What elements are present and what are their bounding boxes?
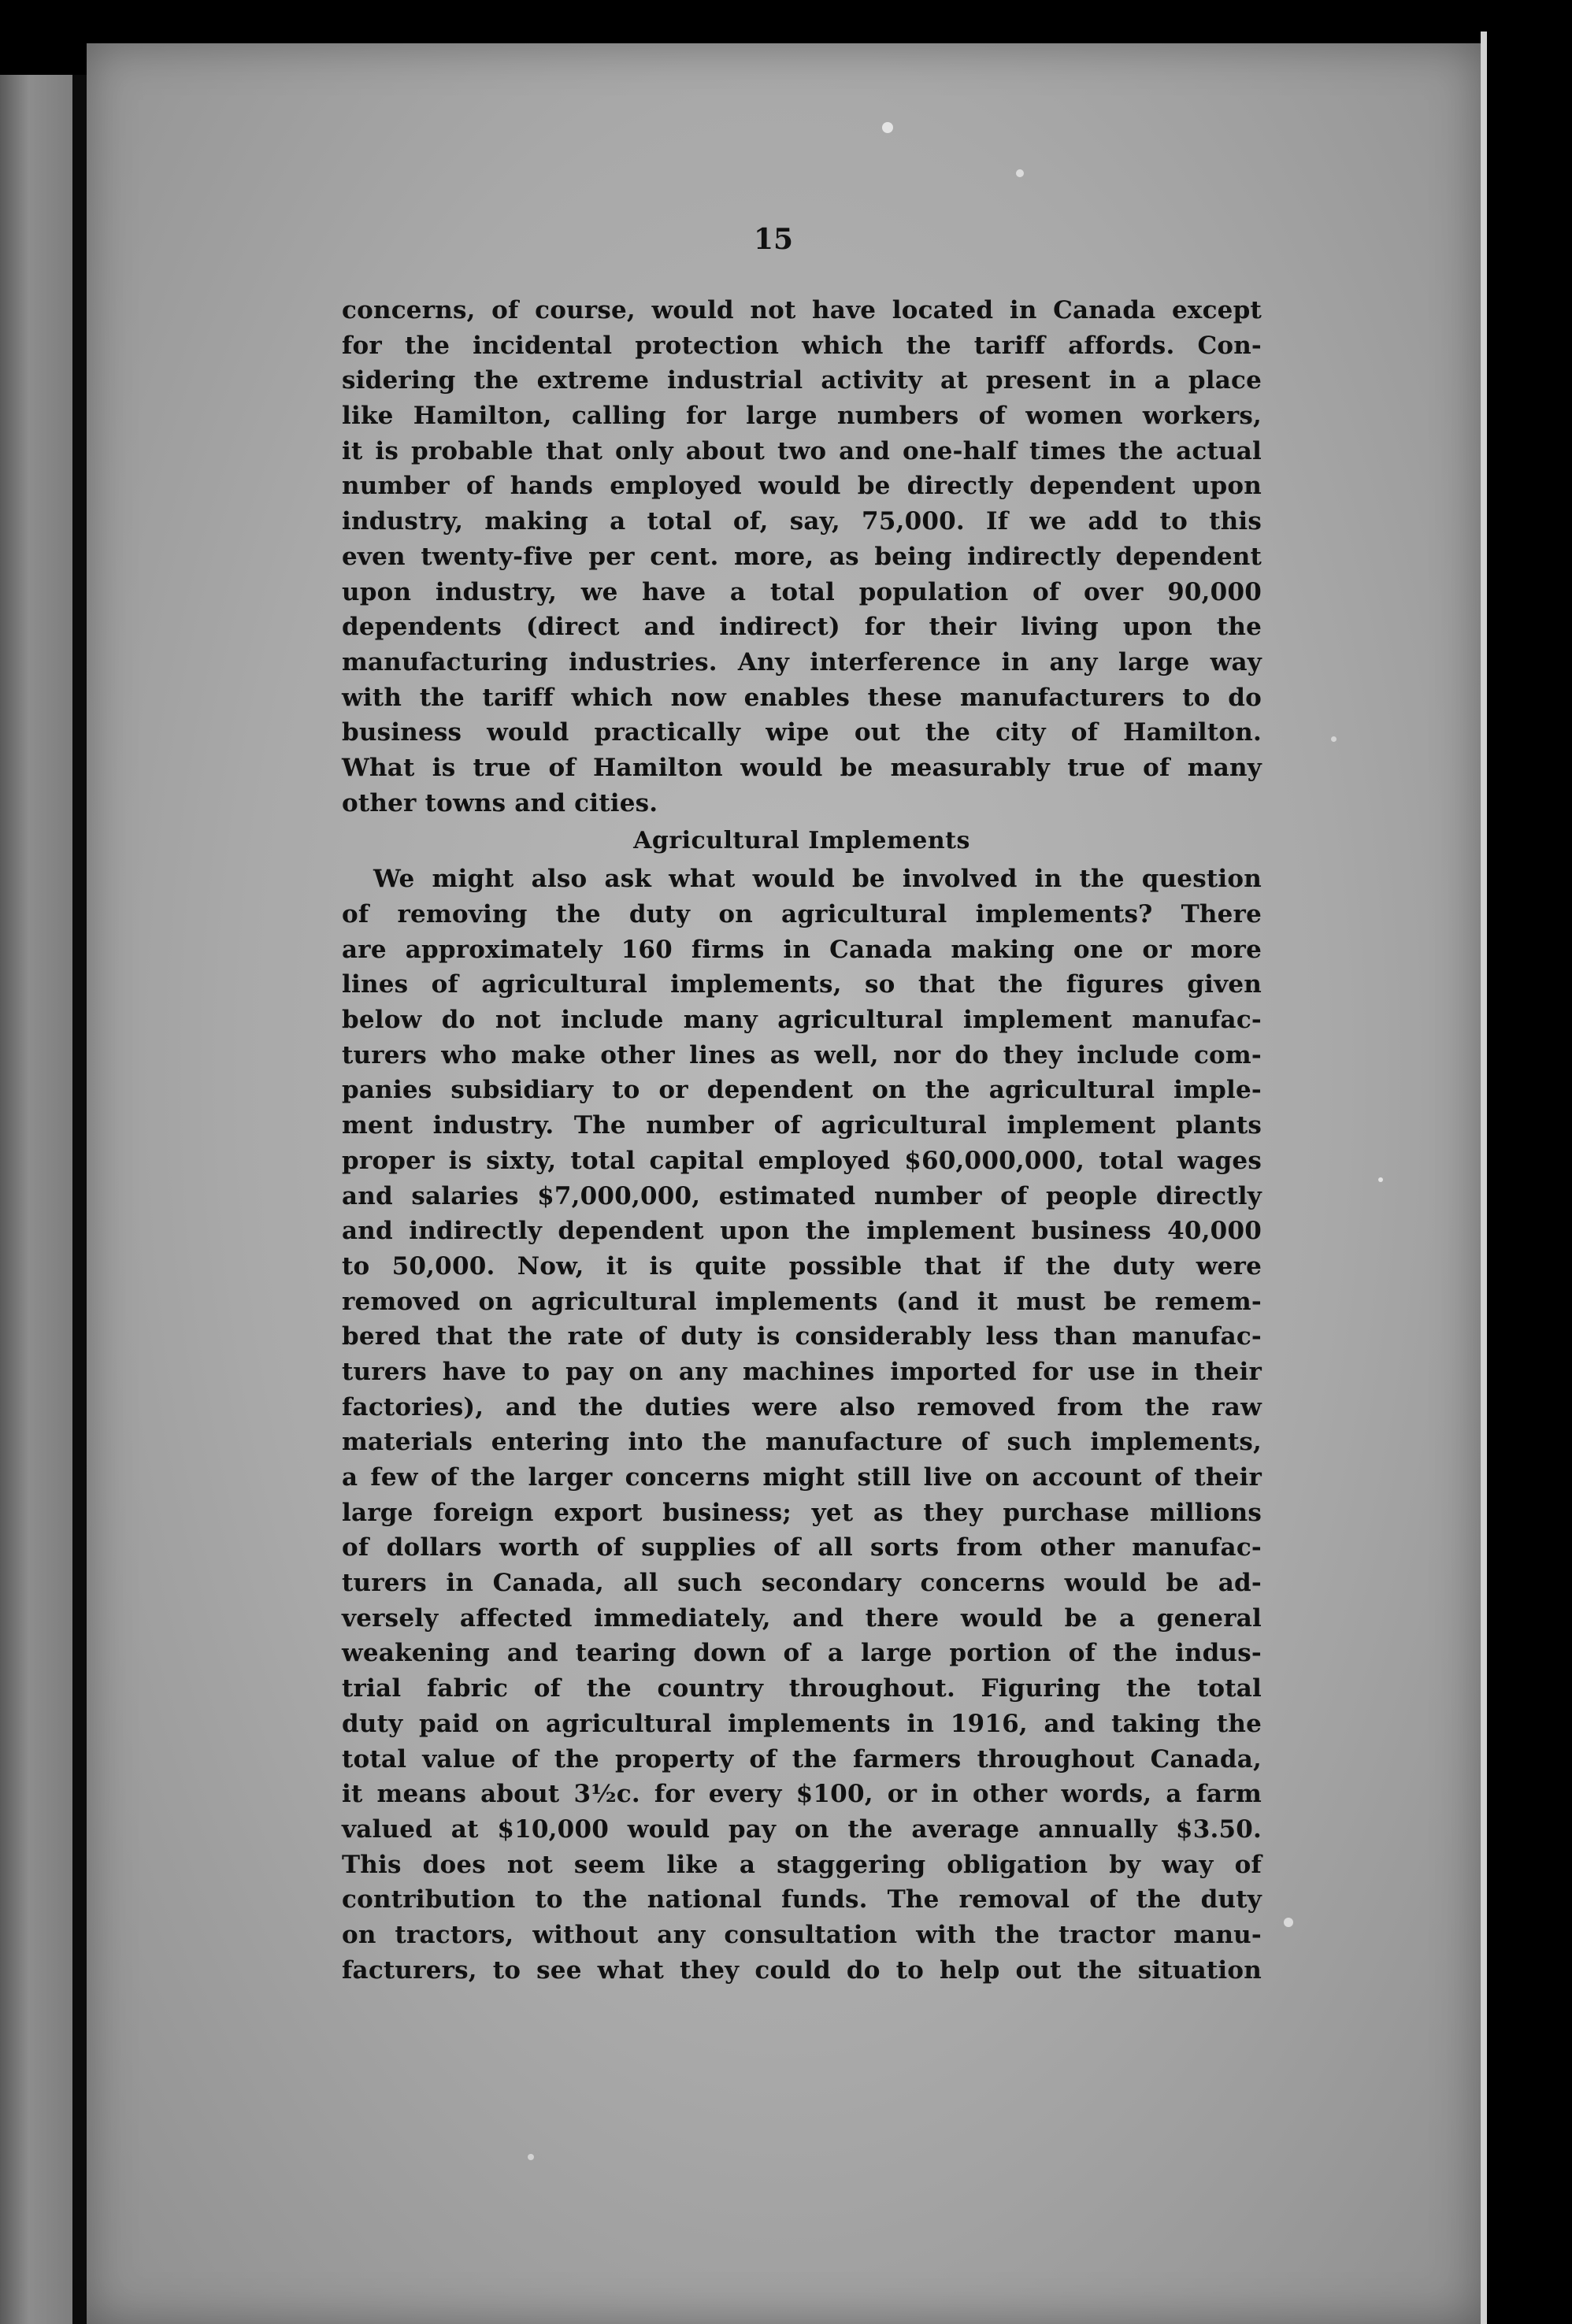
text-line: trial fabric of the country throughout. Figuring the total xyxy=(342,1674,1262,1703)
text-line: valued at $10,000 would pay on the average annually $3.50. xyxy=(342,1814,1262,1844)
text-line: sidering the extreme industrial activity at present in a place xyxy=(342,366,1262,395)
text-line: concerns, of course, would not have located in Canada except xyxy=(342,296,1262,324)
scan-speck xyxy=(1331,736,1337,742)
text-line: turers who make other lines as well, nor do they include com- xyxy=(342,1040,1262,1069)
text-line: proper is sixty, total capital employed $60,000,000, total wages xyxy=(342,1146,1262,1175)
scan-speck xyxy=(1284,1918,1293,1927)
scan-speck xyxy=(528,2154,534,2160)
text-line: of removing the duty on agricultural implements? There xyxy=(342,900,1262,928)
text-line: contribution to the national funds. The removal of the duty xyxy=(342,1885,1262,1914)
text-line: factories), and the duties were also removed from the raw xyxy=(342,1392,1262,1421)
text-line: versely affected immediately, and there would be a general xyxy=(342,1603,1262,1633)
text-line: We might also ask what would be involved in the question xyxy=(373,865,1262,894)
text-line: on tractors, without any consultation with the tractor manu- xyxy=(342,1920,1262,1949)
text-line: total value of the property of the farmers throughout Canada, xyxy=(342,1744,1262,1774)
book-gutter xyxy=(72,75,87,2324)
text-line: turers in Canada, all such secondary concerns would be ad- xyxy=(342,1569,1262,1598)
text-line: of dollars worth of supplies of all sorts from other manufac- xyxy=(342,1533,1262,1562)
text-line: business would practically wipe out the city of Hamilton. xyxy=(342,718,1262,747)
text-line: manufacturing industries. Any interference in any large way xyxy=(342,647,1262,676)
text-line: and salaries $7,000,000, estimated number of people directly xyxy=(342,1181,1262,1210)
scan-speck xyxy=(1016,169,1024,177)
text-line: number of hands employed would be directly dependent upon xyxy=(342,472,1262,501)
text-line: even twenty-five per cent. more, as being indirectly dependent xyxy=(342,542,1262,571)
section-heading: Agricultural Implements xyxy=(633,827,970,855)
text-line: and indirectly dependent upon the implement business 40,000 xyxy=(342,1217,1262,1246)
text-line: lines of agricultural implements, so that the figures given xyxy=(342,970,1262,999)
text-line: a few of the larger concerns might still live on account of their xyxy=(342,1463,1262,1492)
scan-speck xyxy=(1378,1177,1383,1182)
text-line: What is true of Hamilton would be measurably true of many xyxy=(342,753,1262,782)
text-line: for the incidental protection which the tariff affords. Con- xyxy=(342,331,1262,360)
paragraph-agricultural-implements xyxy=(342,862,1262,1988)
adjacent-page-edge xyxy=(0,75,72,2324)
text-line: dependents (direct and indirect) for their living upon the xyxy=(342,613,1262,642)
page-edge-highlight xyxy=(1481,32,1487,2324)
page-number: 15 xyxy=(753,223,794,256)
text-line: bered that the rate of duty is considerably less than manufac- xyxy=(342,1322,1262,1351)
text-line: it is probable that only about two and one-half times the actual xyxy=(342,436,1262,465)
text-line: duty paid on agricultural implements in 1916, and taking the xyxy=(342,1709,1262,1738)
text-line: turers have to pay on any machines imported for use in their xyxy=(342,1357,1262,1386)
body-text xyxy=(342,293,1262,1988)
paragraph-hamilton xyxy=(342,293,1262,821)
text-line: below do not include many agricultural implement manufac- xyxy=(342,1006,1262,1035)
text-line: like Hamilton, calling for large numbers of women workers, xyxy=(342,402,1262,431)
text-line: removed on agricultural implements (and it must be remem- xyxy=(342,1287,1262,1316)
text-line: panies subsidiary to or dependent on the agricultural imple- xyxy=(342,1076,1262,1105)
text-line: it means about 3½c. for every $100, or in other words, a farm xyxy=(342,1780,1262,1809)
text-line: materials entering into the manufacture of such implements, xyxy=(342,1428,1262,1457)
text-line: ment industry. The number of agricultural implement plants xyxy=(342,1111,1262,1140)
text-line: are approximately 160 firms in Canada making one or more xyxy=(342,935,1262,964)
text-line: industry, making a total of, say, 75,000. If we add to this xyxy=(342,507,1262,536)
text-line: upon industry, we have a total population of over 90,000 xyxy=(342,577,1262,606)
text-line: facturers, to see what they could do to help out the situation xyxy=(342,1955,1262,1985)
text-line: large foreign export business; yet as they purchase millions xyxy=(342,1498,1262,1527)
scan-speck xyxy=(882,122,893,133)
text-line: weakening and tearing down of a large portion of the indus- xyxy=(342,1639,1262,1668)
text-line: with the tariff which now enables these manufacturers to do xyxy=(342,683,1262,712)
text-line: other towns and cities. xyxy=(342,788,658,817)
text-line: to 50,000. Now, it is quite possible that if the duty were xyxy=(342,1251,1262,1281)
text-line: This does not seem like a staggering obligation by way of xyxy=(342,1850,1262,1879)
